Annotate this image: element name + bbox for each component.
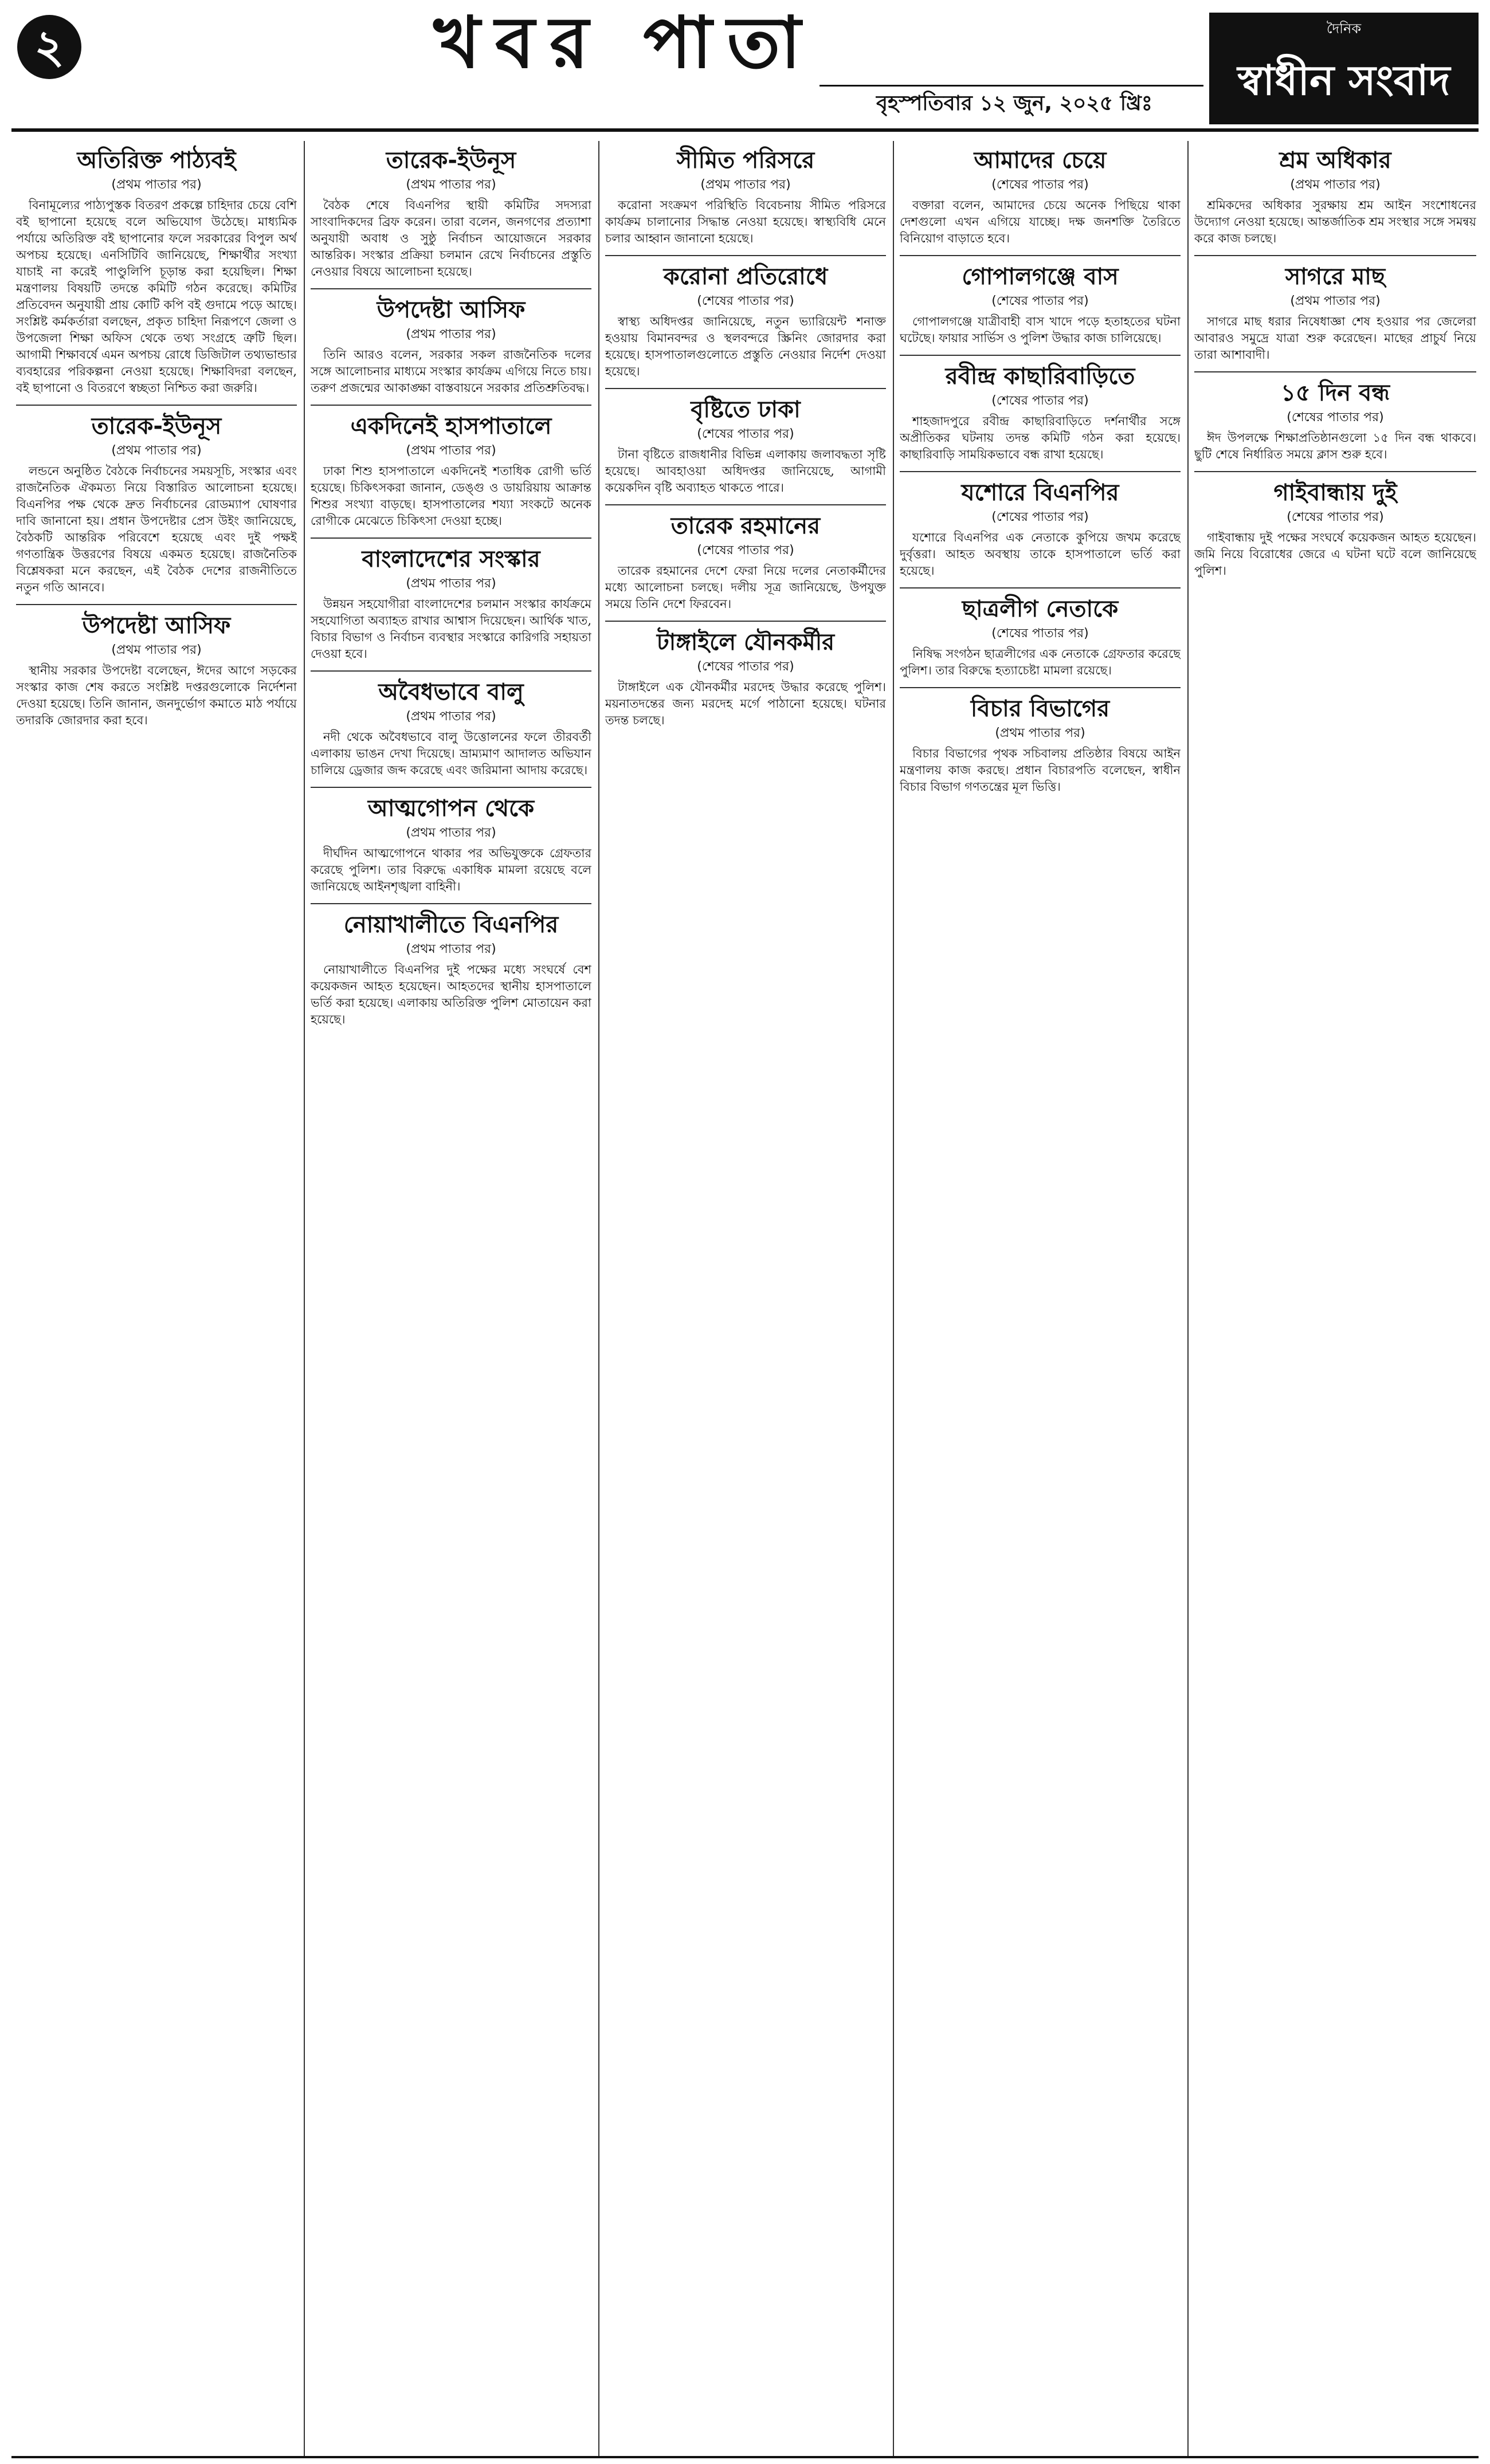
story-continuation-note: (শেষের পাতার পর) [697, 543, 794, 558]
story-headline: ১৫ দিন বন্ধ [1280, 380, 1390, 406]
story-headline: শ্রম অধিকার [1279, 147, 1391, 174]
story-body: গাইবান্ধায় দুই পক্ষের সংঘর্ষে কয়েকজন আহত হয়েছেন। জমি নিয়ে বিরোধের জেরে এ ঘটনা ঘটে বলে জানিয়েছে পুলিশ। [1194, 531, 1476, 578]
news-story [16, 144, 297, 397]
news-story [311, 410, 591, 529]
story-divider [1194, 255, 1476, 256]
story-headline: রবীন্দ্র কাছারিবাড়িতে [945, 363, 1135, 390]
story-divider [311, 537, 591, 539]
story-headline: তারেক-ইউনূস [91, 413, 222, 440]
story-continuation-note: (প্রথম পাতার পর) [995, 726, 1085, 740]
news-story [311, 144, 591, 280]
story-continuation-note: (প্রথম পাতার পর) [406, 444, 496, 458]
news-story [605, 394, 886, 496]
news-story [311, 792, 591, 895]
news-story [900, 261, 1181, 347]
story-headline: আত্মগোপন থেকে [367, 795, 535, 822]
story-continuation-note: (প্রথম পাতার পর) [111, 643, 202, 657]
story-headline: যশোরে বিএনপির [961, 480, 1119, 506]
story-divider [900, 255, 1181, 256]
news-story [605, 510, 886, 613]
news-story [311, 909, 591, 1028]
column-divider [304, 141, 305, 2456]
story-divider [311, 288, 591, 289]
story-headline: বৃষ্টিতে ঢাকা [691, 397, 801, 423]
story-divider [900, 471, 1181, 472]
story-body: স্বাস্থ্য অধিদপ্তর জানিয়েছে, নতুন ভ্যারিয়েন্ট শনাক্ত হওয়ায় বিমানবন্দর ও স্থলবন্দরে স্ক্রিনিং জোরদার করা হয়েছে। হাসপাতালগুলোতে প্রস্তুতি নেওয়ার নির্দেশ দেওয়া হয়েছে। [605, 315, 886, 378]
story-body: তারেক রহমানের দেশে ফেরা নিয়ে দলের নেতাকর্মীদের মধ্যে আলোচনা চলছে। দলীয় সূত্র জানিয়েছে, উপযুক্ত সময়ে তিনি দেশে ফিরবেন। [605, 564, 886, 611]
story-continuation-note: (প্রথম পাতার পর) [406, 826, 496, 840]
story-headline: উপদেষ্টা আসিফ [82, 613, 231, 639]
story-continuation-note: (শেষের পাতার পর) [991, 626, 1089, 641]
story-headline: করোনা প্রতিরোধে [663, 264, 828, 290]
story-divider [900, 355, 1181, 356]
news-column-4 [900, 141, 1181, 2456]
story-headline: বাংলাদেশের সংস্কার [362, 546, 540, 572]
logo-tagline: দৈনিক [1326, 21, 1362, 37]
story-continuation-note: (শেষের পাতার পর) [991, 394, 1089, 408]
story-divider [16, 405, 297, 406]
news-story [605, 144, 886, 247]
story-headline: অবৈধভাবে বালু [378, 679, 524, 705]
story-continuation-note: (প্রথম পাতার পর) [406, 942, 496, 956]
story-continuation-note: (প্রথম পাতার পর) [406, 327, 496, 342]
story-headline: গাইবান্ধায় দুই [1273, 480, 1397, 506]
news-column-5 [1194, 141, 1476, 2456]
story-body: নদী থেকে অবৈধভাবে বালু উত্তোলনের ফলে তীরবর্তী এলাকায় ভাঙন দেখা দিয়েছে। ভ্রাম্যমাণ আদালত অভিযান চালিয়ে ড্রেজার জব্দ করেছে এবং জরিমানা আদায় করেছে। [311, 730, 591, 777]
story-headline: গোপালগঞ্জে বাস [962, 264, 1119, 290]
news-story [16, 610, 297, 729]
story-continuation-note: (শেষের পাতার পর) [991, 510, 1089, 524]
story-body: যশোরে বিএনপির এক নেতাকে কুপিয়ে জখম করেছে দুর্বৃত্তরা। আহত অবস্থায় তাকে হাসপাতালে ভর্তি করা হয়েছে। [900, 531, 1181, 578]
page-bottom-rule [11, 2456, 1479, 2458]
story-continuation-note: (প্রথম পাতার পর) [111, 444, 202, 458]
story-headline: সীমিত পরিসরে [676, 147, 815, 174]
story-body: উন্নয়ন সহযোগীরা বাংলাদেশের চলমান সংস্কার কার্যক্রমে সহযোগিতা অব্যাহত রাখার আশ্বাস দিয়েছেন। আর্থিক খাত, বিচার বিভাগ ও নির্বাচন ব্যবস্থার সংস্কারে কারিগরি সহায়তা দেওয়া হবে। [311, 597, 591, 661]
story-divider [311, 405, 591, 406]
story-headline: ছাত্রলীগ নেতাকে [962, 596, 1119, 622]
story-continuation-note: (শেষের পাতার পর) [1287, 510, 1384, 524]
news-story [1194, 261, 1476, 363]
story-divider [16, 604, 297, 605]
story-body: শ্রমিকদের অধিকার সুরক্ষায় শ্রম আইন সংশোধনের উদ্যোগ নেওয়া হয়েছে। আন্তর্জাতিক শ্রম সংস্থার সঙ্গে সমন্বয় করে কাজ চলছে। [1194, 198, 1476, 245]
column-divider [893, 141, 894, 2456]
story-continuation-note: (প্রথম পাতার পর) [1290, 294, 1381, 308]
story-body: সাগরে মাছ ধরার নিষেধাজ্ঞা শেষ হওয়ার পর জেলেরা আবারও সমুদ্রে যাত্রা শুরু করেছেন। মাছের প্রাচুর্য নিয়ে তারা আশাবাদী। [1194, 315, 1476, 362]
page-number-badge: ২ [17, 15, 81, 79]
story-divider [311, 670, 591, 672]
story-body: টাঙ্গাইলে এক যৌনকর্মীর মরদেহ উদ্ধার করেছে পুলিশ। ময়নাতদন্তের জন্য মরদেহ মর্গে পাঠানো হয়েছে। ঘটনার তদন্ত চলছে। [605, 680, 886, 727]
masthead-rule [11, 128, 1479, 132]
story-headline: নোয়াখালীতে বিএনপির [343, 912, 559, 938]
news-story [900, 693, 1181, 795]
news-story [1194, 477, 1476, 579]
story-divider [605, 621, 886, 622]
news-story [605, 626, 886, 729]
story-continuation-note: (শেষের পাতার পর) [697, 427, 794, 441]
story-divider [311, 787, 591, 788]
story-headline: তারেক রহমানের [670, 513, 821, 539]
story-divider [311, 903, 591, 904]
story-body: তিনি আরও বলেন, সরকার সকল রাজনৈতিক দলের সঙ্গে আলোচনার মাধ্যমে সংস্কার কার্যক্রম এগিয়ে নিতে চায়। তরুণ প্রজন্মের আকাঙ্ক্ষা বাস্তবায়নে সরকার প্রতিশ্রুতিবদ্ধ। [311, 348, 591, 395]
story-body: বক্তারা বলেন, আমাদের চেয়ে অনেক পিছিয়ে থাকা দেশগুলো এখন এগিয়ে যাচ্ছে। দক্ষ জনশক্তি তৈরিতে বিনিয়োগ বাড়াতে হবে। [900, 198, 1181, 245]
news-story [605, 261, 886, 380]
story-body: স্থানীয় সরকার উপদেষ্টা বলেছেন, ঈদের আগে সড়কের সংস্কার কাজ শেষ করতে সংশ্লিষ্ট দপ্তরগুলোকে নির্দেশনা দেওয়া হয়েছে। তিনি জানান, জনদুর্ভোগ কমাতে মাঠ পর্যায়ে তদারকি জোরদার করা হবে। [16, 664, 297, 727]
news-story [311, 543, 591, 662]
story-continuation-note: (প্রথম পাতার পর) [700, 178, 791, 192]
story-continuation-note: (শেষের পাতার পর) [991, 178, 1089, 192]
story-body: বিনামূল্যের পাঠ্যপুস্তক বিতরণ প্রকল্পে চাহিদার চেয়ে বেশি বই ছাপানো হয়েছে বলে অভিযোগ উঠেছে। মাধ্যমিক পর্যায়ে অতিরিক্ত বই ছাপানোর ফলে সরকারের বিপুল অর্থ অপচয় হয়েছে। এনসিটিবি জানিয়েছে, শিক্ষার্থীর সংখ্যা যাচাই না করেই পাণ্ডুলিপি চূড়ান্ত করা হয়েছিল। শিক্ষা মন্ত্রণালয় বিষয়টি তদন্তে কমিটি গঠন করেছে। কমিটির প্রতিবেদন অনুযায়ী প্রায় কোটি কপি বই গুদামে পড়ে আছে। সংশ্লিষ্ট কর্মকর্তারা বলছেন, প্রকৃত চাহিদা নিরূপণে জেলা ও উপজেলা শিক্ষা অফিস থেকে তথ্য সংগ্রহে ত্রুটি ছিল। আগামী শিক্ষাবর্ষে এমন অপচয় রোধে ডিজিটাল তথ্যভান্ডার ব্যবহারের পরিকল্পনা নেওয়া হয়েছে। শিক্ষাবিদরা বলছেন, বই ছাপানো ও বিতরণে স্বচ্ছতা নিশ্চিত করা জরুরি। [16, 198, 297, 395]
story-continuation-note: (শেষের পাতার পর) [991, 294, 1089, 308]
story-continuation-note: (শেষের পাতার পর) [697, 660, 794, 674]
story-continuation-note: (প্রথম পাতার পর) [406, 576, 496, 591]
news-story [1194, 144, 1476, 247]
news-story [1194, 377, 1476, 463]
news-story [900, 593, 1181, 679]
story-headline: বিচার বিভাগের [970, 696, 1110, 722]
story-divider [900, 587, 1181, 588]
news-story [900, 144, 1181, 247]
newspaper-logo [1209, 13, 1479, 124]
news-story [16, 410, 297, 596]
news-column-2 [311, 141, 591, 2456]
story-body: ঈদ উপলক্ষে শিক্ষাপ্রতিষ্ঠানগুলো ১৫ দিন বন্ধ থাকবে। ছুটি শেষে নির্ধারিত সময়ে ক্লাস শুরু হবে। [1194, 431, 1476, 461]
logo-name: স্বাধীন সংবাদ [1237, 56, 1450, 104]
story-continuation-note: (শেষের পাতার পর) [1287, 410, 1384, 425]
date-line: বৃহস্পতিবার ১২ জুন, ২০২৫ খ্রিঃ [876, 92, 1152, 115]
story-continuation-note: (শেষের পাতার পর) [697, 294, 794, 308]
story-body: শাহজাদপুরে রবীন্দ্র কাছারিবাড়িতে দর্শনার্থীর সঙ্গে অপ্রীতিকর ঘটনায় তদন্ত কমিটি গঠন করা হয়েছে। কাছারিবাড়ি সাময়িকভাবে বন্ধ রাখা হয়েছে। [900, 414, 1181, 461]
story-body: দীর্ঘদিন আত্মগোপনে থাকার পর অভিযুক্তকে গ্রেফতার করেছে পুলিশ। তার বিরুদ্ধে একাধিক মামলা রয়েছে বলে জানিয়েছে আইনশৃঙ্খলা বাহিনী। [311, 846, 591, 893]
story-body: টানা বৃষ্টিতে রাজধানীর বিভিন্ন এলাকায় জলাবদ্ধতা সৃষ্টি হয়েছে। আবহাওয়া অধিদপ্তর জানিয়েছে, আগামী কয়েকদিন বৃষ্টি অব্যাহত থাকতে পারে। [605, 448, 886, 495]
story-divider [605, 255, 886, 256]
story-headline: অতিরিক্ত পাঠ্যবই [77, 147, 236, 174]
news-story [311, 676, 591, 779]
story-continuation-note: (প্রথম পাতার পর) [1290, 178, 1381, 192]
story-body: করোনা সংক্রমণ পরিস্থিতি বিবেচনায় সীমিত পরিসরে কার্যক্রম চালানোর সিদ্ধান্ত নেওয়া হয়েছে। স্বাস্থ্যবিধি মেনে চলার আহ্বান জানানো হয়েছে। [605, 198, 886, 245]
story-headline: আমাদের চেয়ে [974, 147, 1107, 174]
story-divider [605, 504, 886, 505]
story-body: নোয়াখালীতে বিএনপির দুই পক্ষের মধ্যে সংঘর্ষে বেশ কয়েকজন আহত হয়েছেন। আহতদের স্থানীয় হাসপাতালে ভর্তি করা হয়েছে। এলাকায় অতিরিক্ত পুলিশ মোতায়েন করা হয়েছে। [311, 963, 591, 1026]
story-continuation-note: (প্রথম পাতার পর) [111, 178, 202, 192]
story-divider [605, 388, 886, 389]
story-body: বিচার বিভাগের পৃথক সচিবালয় প্রতিষ্ঠার বিষয়ে আইন মন্ত্রণালয় কাজ করছে। প্রধান বিচারপতি বলেছেন, স্বাধীন বিচার বিভাগ গণতন্ত্রের মূল ভিত্তি। [900, 747, 1181, 794]
story-body: গোপালগঞ্জে যাত্রীবাহী বাস খাদে পড়ে হতাহতের ঘটনা ঘটেছে। ফায়ার সার্ভিস ও পুলিশ উদ্ধার কাজ চালিয়েছে। [900, 315, 1181, 345]
news-column-1 [16, 141, 297, 2456]
story-divider [1194, 371, 1476, 372]
story-headline: উপদেষ্টা আসিফ [377, 297, 526, 323]
story-headline: একদিনেই হাসপাতালে [350, 413, 552, 440]
news-story [900, 360, 1181, 463]
story-divider [900, 687, 1181, 688]
column-divider [1187, 141, 1189, 2456]
story-headline: সাগরে মাছ [1285, 264, 1386, 290]
story-body: ঢাকা শিশু হাসপাতালে একদিনেই শতাধিক রোগী ভর্তি হয়েছে। চিকিৎসকরা জানান, ডেঙ্গু ও ডায়রিয়ায় আক্রান্ত শিশুর সংখ্যা বাড়ছে। হাসপাতালের শয্যা সংকটে অনেক রোগীকে মেঝেতে চিকিৎসা দেওয়া হচ্ছে। [311, 464, 591, 528]
column-divider [598, 141, 599, 2456]
story-body: বৈঠক শেষে বিএনপির স্থায়ী কমিটির সদস্যরা সাংবাদিকদের ব্রিফ করেন। তারা বলেন, জনগণের প্রত্যাশা অনুযায়ী অবাধ ও সুষ্ঠু নির্বাচন আয়োজনে সরকার আন্তরিক। সংস্কার প্রক্রিয়া চলমান রেখে নির্বাচনের প্রস্তুতি নেওয়ার বিষয়ে আলোচনা হয়েছে। [311, 198, 591, 278]
story-divider [1194, 471, 1476, 472]
page-title: খবর পাতা [433, 2, 816, 84]
story-body: নিষিদ্ধ সংগঠন ছাত্রলীগের এক নেতাকে গ্রেফতার করেছে পুলিশ। তার বিরুদ্ধে হত্যাচেষ্টা মামলা রয়েছে। [900, 647, 1181, 677]
story-headline: টাঙ্গাইলে যৌনকর্মীর [656, 629, 835, 656]
news-column-3 [605, 141, 886, 2456]
news-story [311, 294, 591, 397]
story-continuation-note: (প্রথম পাতার পর) [406, 709, 496, 724]
story-headline: তারেক-ইউনূস [386, 147, 516, 174]
masthead [0, 0, 1490, 133]
news-story [900, 477, 1181, 579]
story-continuation-note: (প্রথম পাতার পর) [406, 178, 496, 192]
story-body: লন্ডনে অনুষ্ঠিত বৈঠকে নির্বাচনের সময়সূচি, সংস্কার এবং রাজনৈতিক ঐকমত্য নিয়ে বিস্তারিত আলোচনা হয়েছে। বিএনপির পক্ষ থেকে দ্রুত নির্বাচনের রোডম্যাপ ঘোষণার দাবি জানানো হয়। প্রধান উপদেষ্টার প্রেস উইং জানিয়েছে, বৈঠকটি আন্তরিক পরিবেশে হয়েছে এবং দুই পক্ষই গণতান্ত্রিক উত্তরণের বিষয়ে একমত হয়েছে। রাজনৈতিক বিশ্লেষকরা মনে করছেন, এই বৈঠক দেশের রাজনীতিতে নতুন গতি আনবে। [16, 464, 297, 594]
